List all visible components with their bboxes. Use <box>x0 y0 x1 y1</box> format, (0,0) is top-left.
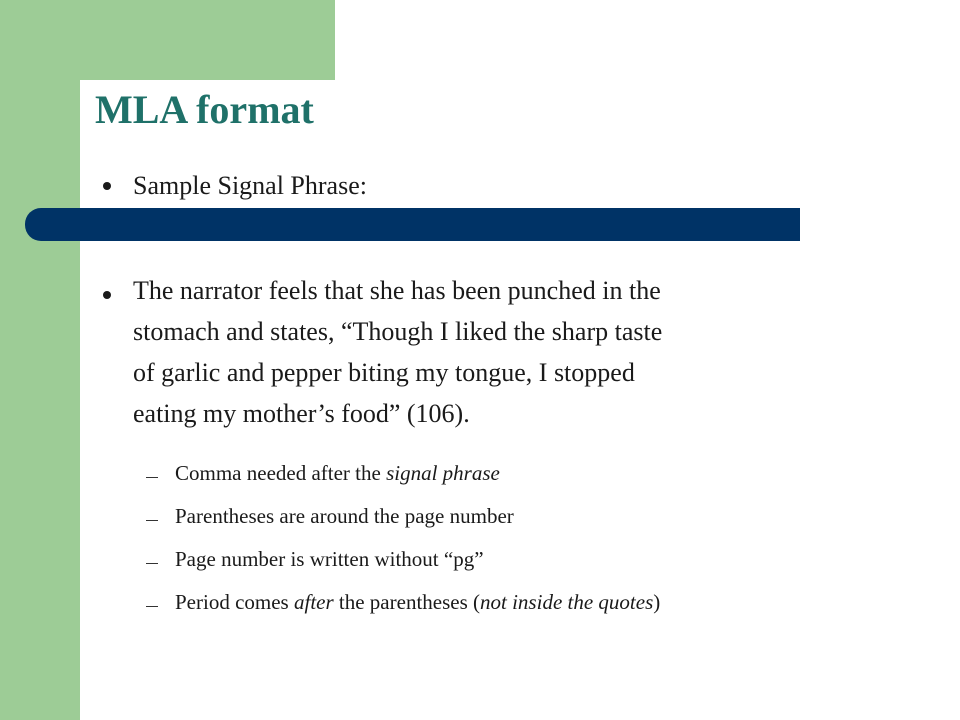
bullet-dot <box>103 291 111 299</box>
slide-title: MLA format <box>95 87 314 132</box>
dash-marker <box>146 477 158 478</box>
accent-bar <box>25 208 800 241</box>
subpoint-period: Period comes after the parentheses (not inside the quotes) <box>175 590 661 614</box>
dash-marker <box>146 520 158 521</box>
paragraph-line: stomach and states, “Though I liked the sharp taste <box>133 317 663 346</box>
bullet-dot <box>103 182 111 190</box>
subpoint-parentheses: Parentheses are around the page number <box>175 504 514 528</box>
bullet-example-paragraph <box>133 270 662 434</box>
paragraph-line: The narrator feels that she has been punched in the <box>133 276 661 305</box>
paragraph-line: eating my mother’s food” (106). <box>133 399 470 428</box>
subpoint-comma: Comma needed after the signal phrase <box>175 461 500 485</box>
bullet-signal-phrase: Sample Signal Phrase: <box>133 171 367 200</box>
left-green-panel <box>0 0 80 720</box>
dash-marker <box>146 563 158 564</box>
top-green-panel <box>80 0 335 80</box>
subpoint-page-number: Page number is written without “pg” <box>175 547 484 571</box>
dash-marker <box>146 606 158 607</box>
paragraph-line: of garlic and pepper biting my tongue, I stopped <box>133 358 635 387</box>
